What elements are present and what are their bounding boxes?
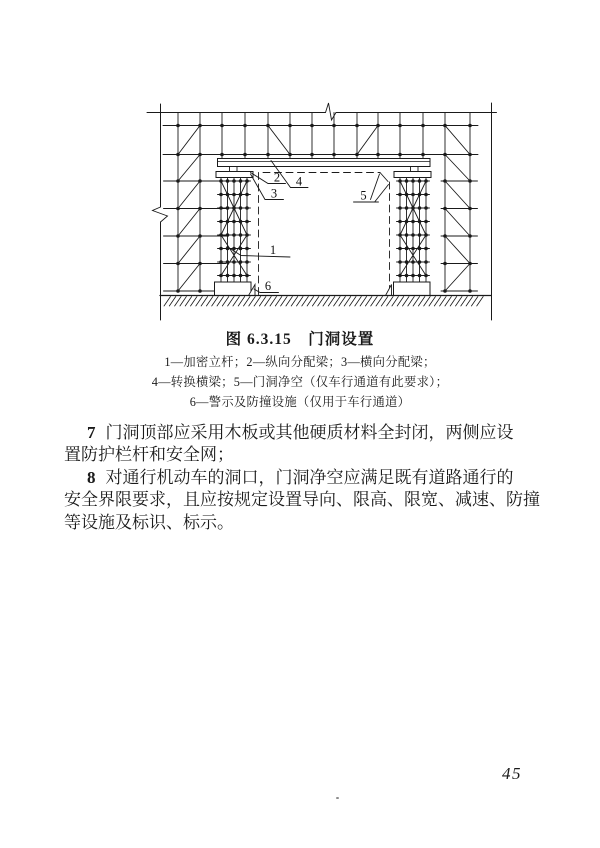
paragraph-7-number: 7	[87, 423, 96, 442]
figure-legend-line-3: 6—警示及防撞设施（仅用于车行通道）	[189, 395, 411, 409]
scaffold-node-dots	[176, 124, 472, 293]
figure-6-3-15-diagram	[0, 0, 600, 330]
paragraph-8-number: 8	[87, 467, 96, 487]
callout-1: 1	[269, 243, 277, 257]
paragraph-7-line-2: 置防护栏杆和安全网；	[64, 445, 234, 465]
figure-legend-line-1: 1—加密立杆；2—纵向分配梁；3—横向分配梁；	[164, 355, 436, 369]
paragraph-8-line-2: 安全界限要求，且应按规定设置导向、限高、限宽、减速、防撞	[64, 490, 540, 510]
scan-artifact-dot	[336, 797, 339, 799]
callout-leaders	[227, 161, 389, 293]
callout-3: 3	[270, 186, 278, 201]
callout-numbers	[265, 171, 367, 294]
callout-5: 5	[360, 188, 367, 203]
ground-hatch	[164, 297, 483, 307]
figure-caption: 图 6.3.15 门洞设置	[225, 331, 375, 348]
paragraph-7-line-1	[64, 422, 546, 444]
page-number: 45	[502, 764, 522, 783]
door-clearance-dashed	[259, 170, 390, 296]
callout-6: 6	[264, 279, 272, 293]
scaffold-top-band	[163, 113, 478, 292]
figure-legend-line-2: 4—转换横梁；5—门洞净空（仅车行通道有此要求）；	[151, 375, 449, 389]
distribution-beams	[216, 167, 431, 178]
drawing-border	[147, 103, 497, 320]
body-text	[64, 422, 546, 534]
transfer-beam	[218, 159, 431, 167]
paragraph-8-line-3: 等设施及标识、标示。	[64, 512, 234, 532]
footing-blocks	[215, 282, 431, 296]
scaffold-left-wall	[164, 126, 227, 292]
ground-line	[160, 296, 491, 307]
paragraph-7-text: 门洞顶部应采用木板或其他硬质材料全封闭，两侧应设	[105, 423, 514, 442]
paragraph-8-line-1	[64, 467, 546, 489]
callout-2: 2	[273, 170, 281, 185]
callout-4: 4	[295, 174, 303, 189]
paragraph-8-text: 对通行机动车的洞口，门洞净空应满足既有道路通行的	[105, 467, 514, 487]
